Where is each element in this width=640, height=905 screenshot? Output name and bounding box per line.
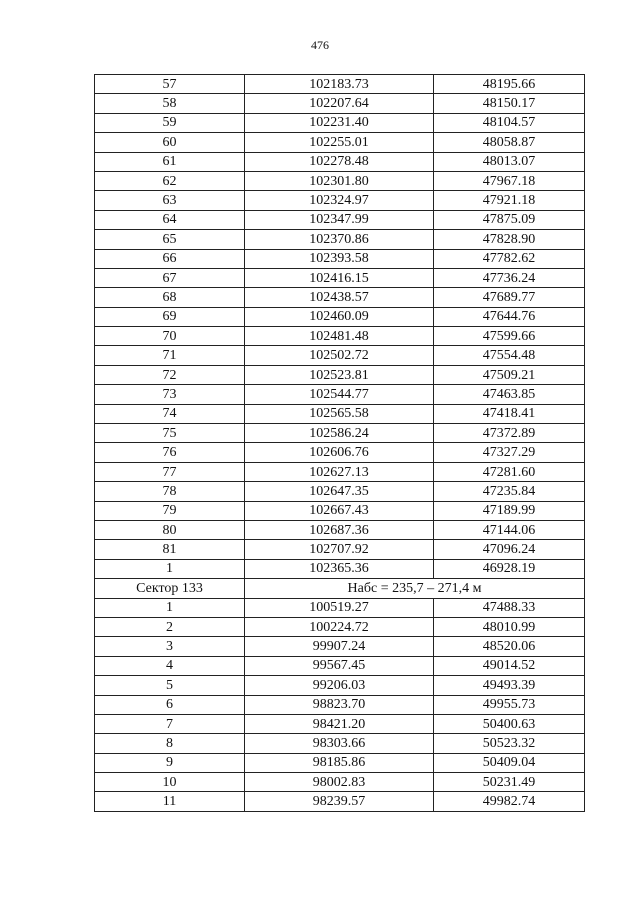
y-coordinate: 48520.06 — [434, 637, 585, 656]
x-coordinate: 102523.81 — [245, 365, 434, 384]
y-coordinate: 47096.24 — [434, 540, 585, 559]
x-coordinate: 98185.86 — [245, 753, 434, 772]
point-number: 7 — [95, 714, 245, 733]
y-coordinate: 47509.21 — [434, 365, 585, 384]
point-number: 75 — [95, 424, 245, 443]
point-number: 73 — [95, 385, 245, 404]
point-number: 59 — [95, 113, 245, 132]
y-coordinate: 48195.66 — [434, 75, 585, 94]
point-number: 76 — [95, 443, 245, 462]
x-coordinate: 102460.09 — [245, 307, 434, 326]
y-coordinate: 47875.09 — [434, 210, 585, 229]
y-coordinate: 48150.17 — [434, 94, 585, 113]
table-row — [95, 656, 585, 675]
point-number: 67 — [95, 268, 245, 287]
x-coordinate: 102606.76 — [245, 443, 434, 462]
table-row — [95, 365, 585, 384]
y-coordinate: 49493.39 — [434, 676, 585, 695]
point-number: 74 — [95, 404, 245, 423]
y-coordinate: 47144.06 — [434, 520, 585, 539]
point-number: 2 — [95, 617, 245, 636]
x-coordinate: 102647.35 — [245, 482, 434, 501]
table-row — [95, 94, 585, 113]
table-row — [95, 714, 585, 733]
y-coordinate: 48010.99 — [434, 617, 585, 636]
x-coordinate: 102393.58 — [245, 249, 434, 268]
point-number: 1 — [95, 598, 245, 617]
table-row — [95, 327, 585, 346]
x-coordinate: 98239.57 — [245, 792, 434, 811]
x-coordinate: 102565.58 — [245, 404, 434, 423]
y-coordinate: 50231.49 — [434, 773, 585, 792]
y-coordinate: 47736.24 — [434, 268, 585, 287]
x-coordinate: 102627.13 — [245, 462, 434, 481]
table-row — [95, 171, 585, 190]
table-row — [95, 404, 585, 423]
table-row — [95, 307, 585, 326]
coordinates-rows-after — [95, 598, 585, 811]
point-number: 62 — [95, 171, 245, 190]
x-coordinate: 99206.03 — [245, 676, 434, 695]
point-number: 68 — [95, 288, 245, 307]
point-number: 65 — [95, 230, 245, 249]
table-row — [95, 598, 585, 617]
x-coordinate: 100224.72 — [245, 617, 434, 636]
point-number: 6 — [95, 695, 245, 714]
table-row — [95, 346, 585, 365]
point-number: 1 — [95, 559, 245, 578]
table-row — [95, 792, 585, 811]
y-coordinate: 47554.48 — [434, 346, 585, 365]
point-number: 77 — [95, 462, 245, 481]
point-number: 3 — [95, 637, 245, 656]
table-row — [95, 133, 585, 152]
point-number: 63 — [95, 191, 245, 210]
y-coordinate: 50523.32 — [434, 734, 585, 753]
y-coordinate: 47644.76 — [434, 307, 585, 326]
table-row — [95, 210, 585, 229]
x-coordinate: 102207.64 — [245, 94, 434, 113]
table-row — [95, 230, 585, 249]
sector-header — [95, 579, 585, 598]
point-number: 58 — [95, 94, 245, 113]
x-coordinate: 99567.45 — [245, 656, 434, 675]
y-coordinate: 47599.66 — [434, 327, 585, 346]
x-coordinate: 102347.99 — [245, 210, 434, 229]
table-row — [95, 152, 585, 171]
point-number: 8 — [95, 734, 245, 753]
sector-label: Сектор 133 — [95, 579, 245, 598]
y-coordinate: 50400.63 — [434, 714, 585, 733]
table-row — [95, 249, 585, 268]
y-coordinate: 47689.77 — [434, 288, 585, 307]
x-coordinate: 102231.40 — [245, 113, 434, 132]
point-number: 10 — [95, 773, 245, 792]
x-coordinate: 102301.80 — [245, 171, 434, 190]
point-number: 70 — [95, 327, 245, 346]
y-coordinate: 47372.89 — [434, 424, 585, 443]
x-coordinate: 98421.20 — [245, 714, 434, 733]
y-coordinate: 50409.04 — [434, 753, 585, 772]
y-coordinate: 47418.41 — [434, 404, 585, 423]
x-coordinate: 102481.48 — [245, 327, 434, 346]
table-row — [95, 462, 585, 481]
table-row — [95, 424, 585, 443]
table-row — [95, 75, 585, 94]
point-number: 81 — [95, 540, 245, 559]
point-number: 4 — [95, 656, 245, 675]
y-coordinate: 48058.87 — [434, 133, 585, 152]
point-number: 80 — [95, 520, 245, 539]
point-number: 5 — [95, 676, 245, 695]
x-coordinate: 102278.48 — [245, 152, 434, 171]
table-row — [95, 288, 585, 307]
table-row — [95, 385, 585, 404]
x-coordinate: 100519.27 — [245, 598, 434, 617]
point-number: 78 — [95, 482, 245, 501]
y-coordinate: 49982.74 — [434, 792, 585, 811]
table-row — [95, 617, 585, 636]
x-coordinate: 102687.36 — [245, 520, 434, 539]
x-coordinate: 102438.57 — [245, 288, 434, 307]
x-coordinate: 102365.36 — [245, 559, 434, 578]
x-coordinate: 99907.24 — [245, 637, 434, 656]
coordinates-table — [94, 74, 585, 812]
table-row — [95, 268, 585, 287]
coordinates-rows-before — [95, 75, 585, 579]
y-coordinate: 49955.73 — [434, 695, 585, 714]
point-number: 11 — [95, 792, 245, 811]
table-row — [95, 559, 585, 578]
y-coordinate: 47488.33 — [434, 598, 585, 617]
x-coordinate: 98303.66 — [245, 734, 434, 753]
x-coordinate: 102707.92 — [245, 540, 434, 559]
y-coordinate: 47463.85 — [434, 385, 585, 404]
table-row — [95, 191, 585, 210]
y-coordinate: 47281.60 — [434, 462, 585, 481]
y-coordinate: 49014.52 — [434, 656, 585, 675]
y-coordinate: 47327.29 — [434, 443, 585, 462]
x-coordinate: 102324.97 — [245, 191, 434, 210]
x-coordinate: 102416.15 — [245, 268, 434, 287]
table-row — [95, 676, 585, 695]
point-number: 64 — [95, 210, 245, 229]
x-coordinate: 102370.86 — [245, 230, 434, 249]
x-coordinate: 102502.72 — [245, 346, 434, 365]
x-coordinate: 102183.73 — [245, 75, 434, 94]
point-number: 61 — [95, 152, 245, 171]
point-number: 79 — [95, 501, 245, 520]
y-coordinate: 48104.57 — [434, 113, 585, 132]
y-coordinate: 47921.18 — [434, 191, 585, 210]
x-coordinate: 102667.43 — [245, 501, 434, 520]
point-number: 57 — [95, 75, 245, 94]
x-coordinate: 102255.01 — [245, 133, 434, 152]
table-row — [95, 482, 585, 501]
y-coordinate: 47235.84 — [434, 482, 585, 501]
table-row — [95, 734, 585, 753]
sector-height-range: Набс = 235,7 – 271,4 м — [245, 579, 585, 598]
table-row — [95, 753, 585, 772]
x-coordinate: 102586.24 — [245, 424, 434, 443]
y-coordinate: 48013.07 — [434, 152, 585, 171]
table-row — [95, 520, 585, 539]
page-number: 476 — [311, 38, 329, 52]
point-number: 69 — [95, 307, 245, 326]
y-coordinate: 47782.62 — [434, 249, 585, 268]
y-coordinate: 47828.90 — [434, 230, 585, 249]
point-number: 72 — [95, 365, 245, 384]
x-coordinate: 102544.77 — [245, 385, 434, 404]
point-number: 9 — [95, 753, 245, 772]
table-row — [95, 443, 585, 462]
x-coordinate: 98002.83 — [245, 773, 434, 792]
y-coordinate: 47189.99 — [434, 501, 585, 520]
point-number: 71 — [95, 346, 245, 365]
table-row — [95, 501, 585, 520]
table-row — [95, 540, 585, 559]
table-row — [95, 113, 585, 132]
point-number: 66 — [95, 249, 245, 268]
y-coordinate: 46928.19 — [434, 559, 585, 578]
point-number: 60 — [95, 133, 245, 152]
table-row — [95, 695, 585, 714]
table-row — [95, 637, 585, 656]
table-row — [95, 773, 585, 792]
sector-row — [95, 579, 585, 598]
x-coordinate: 98823.70 — [245, 695, 434, 714]
y-coordinate: 47967.18 — [434, 171, 585, 190]
